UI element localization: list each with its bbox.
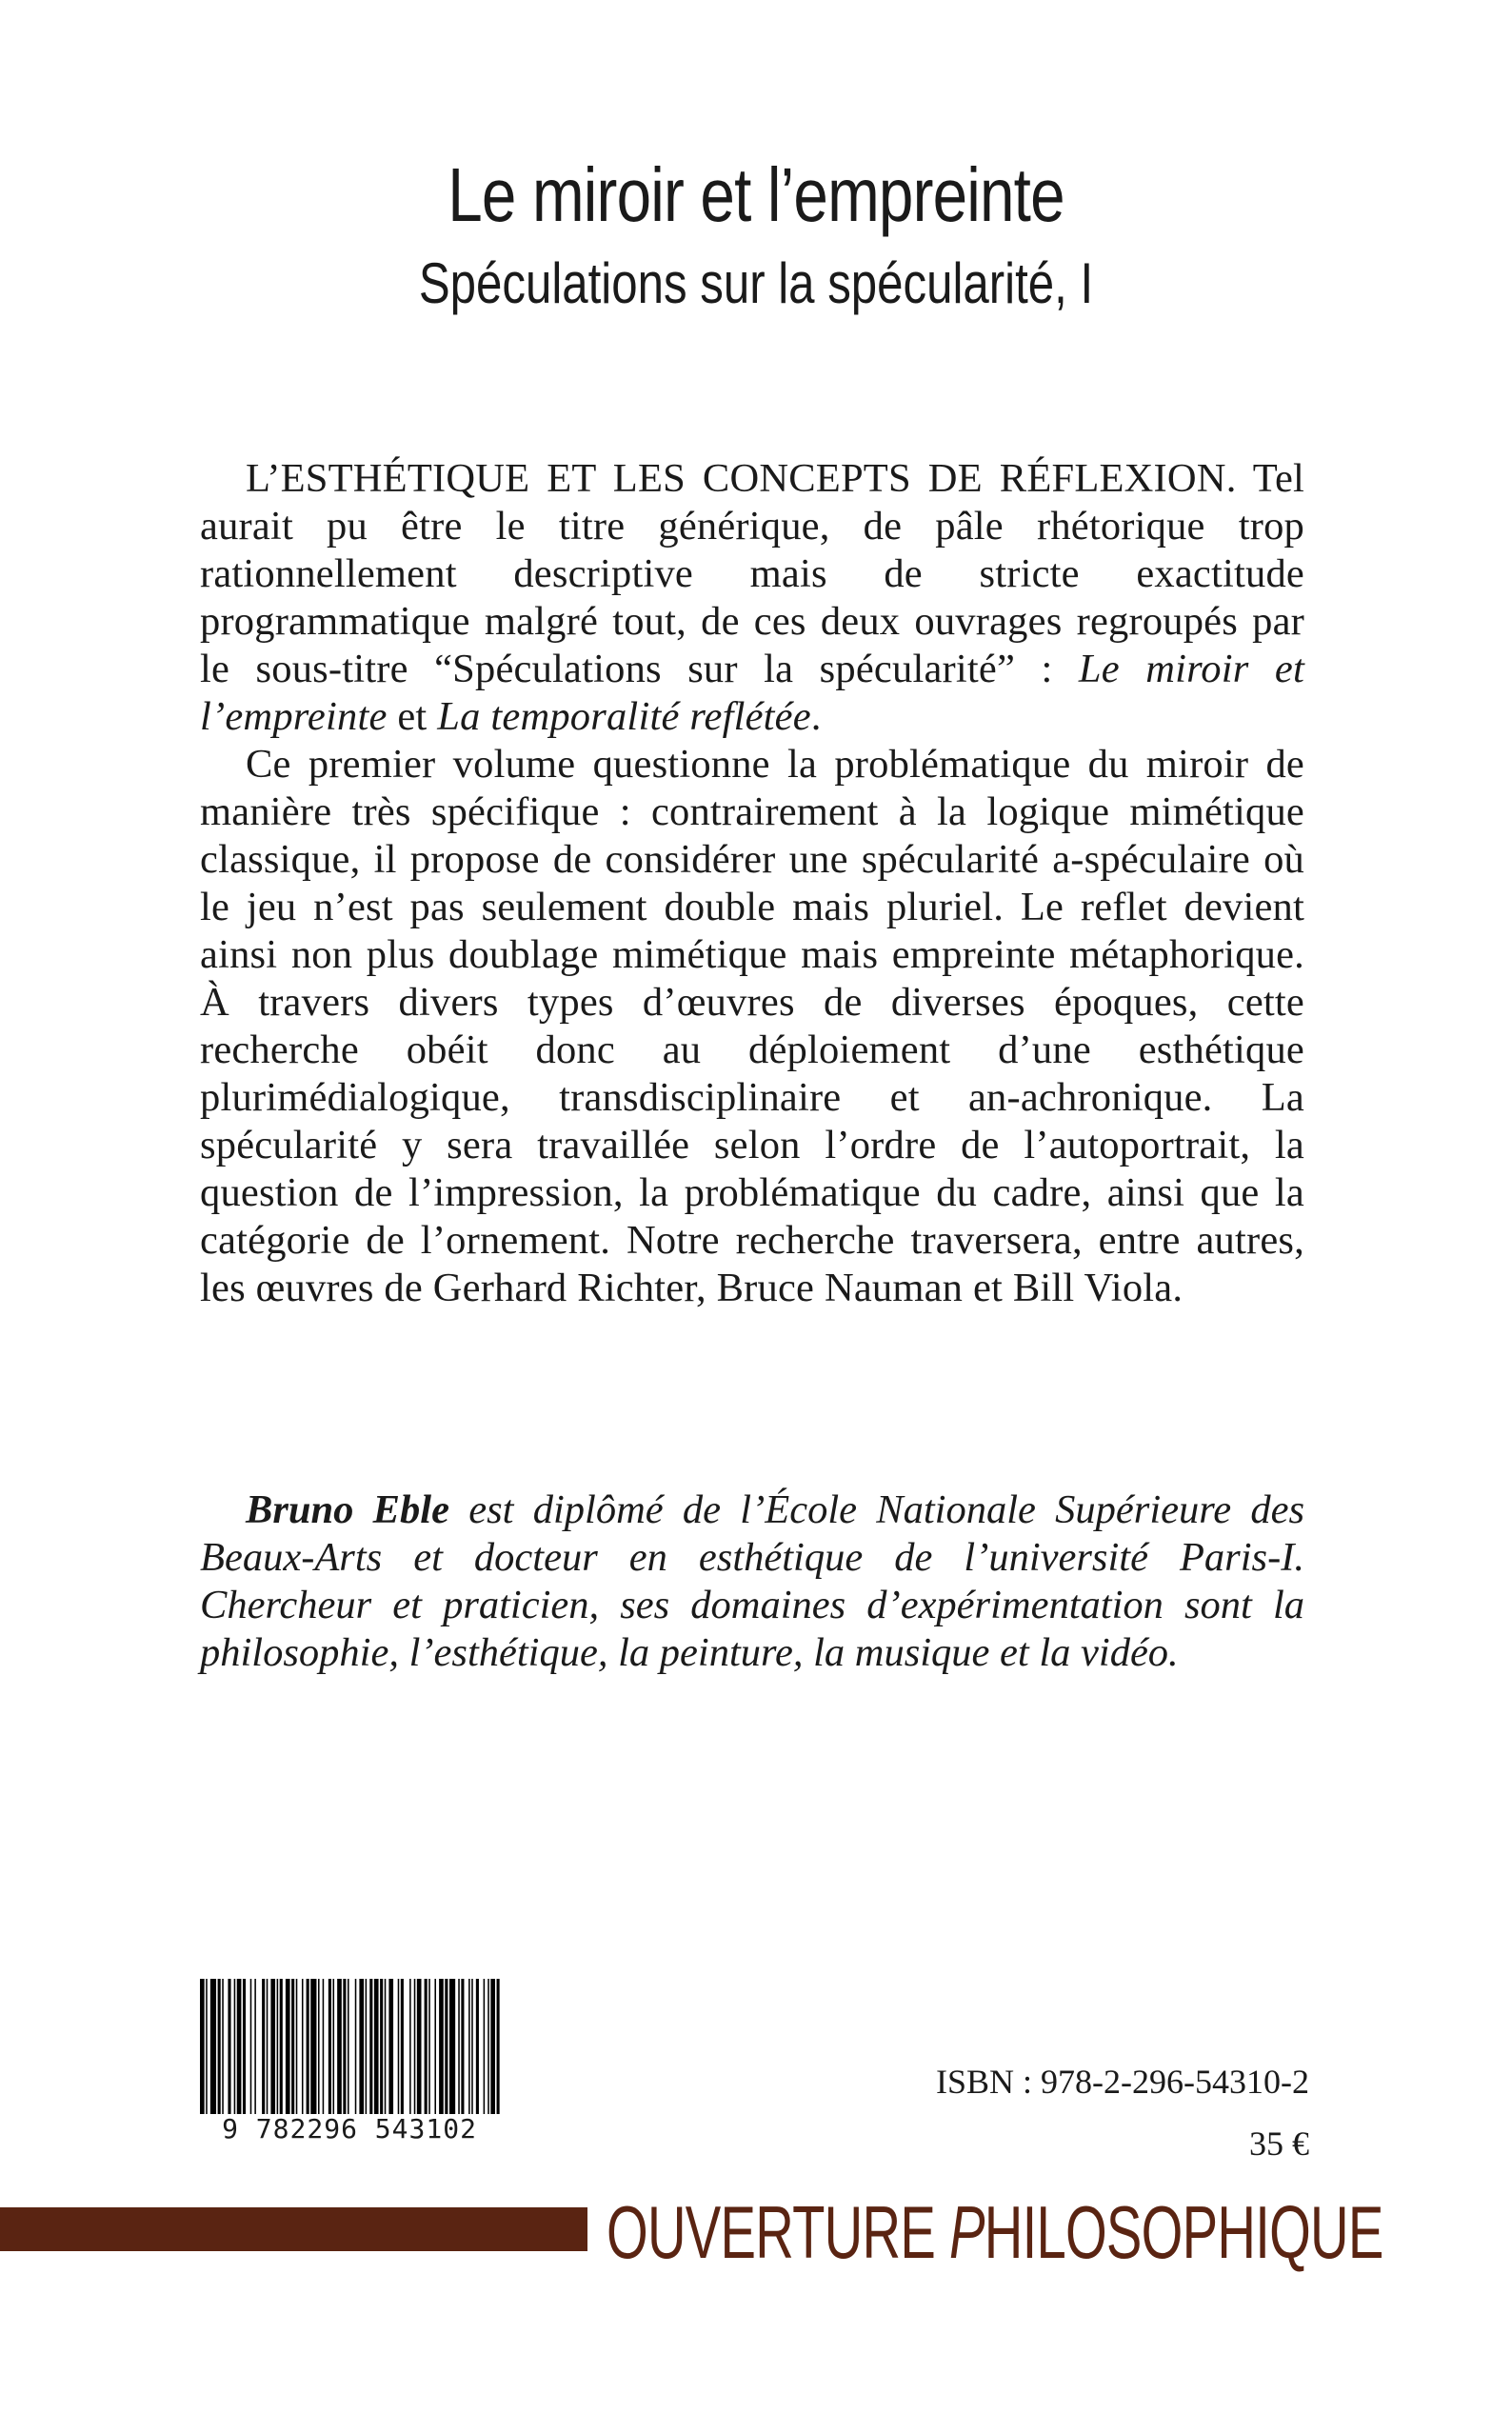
barcode-bar [234, 1979, 236, 2114]
barcode-bar [210, 1979, 216, 2114]
barcode-bar [439, 1979, 444, 2114]
barcode-bar [445, 1979, 448, 2114]
barcode-bar [243, 1979, 246, 2114]
price: 35 € [1249, 2125, 1309, 2163]
collection-part-2: P [948, 2190, 985, 2274]
author-name: Bruno Eble [246, 1487, 449, 1532]
barcode-bar [328, 1979, 331, 2114]
barcode-bar [270, 1979, 275, 2114]
barcode-bar [262, 1979, 265, 2114]
barcode-bar [369, 1979, 372, 2114]
barcode-bar [355, 1979, 357, 2114]
barcode-bar [286, 1979, 290, 2114]
barcode-bar [237, 1979, 242, 2114]
barcode-bar [337, 1979, 342, 2114]
isbn: ISBN : 978-2-296-54310-2 [936, 2063, 1309, 2101]
collection-part-3: HILOSOPHIQUE [984, 2190, 1383, 2274]
collection-color-bar [0, 2207, 587, 2251]
author-bio [200, 1486, 1304, 1677]
book-subtitle: Spéculations sur la spécularité, I [418, 251, 1094, 315]
barcode-bar [487, 1979, 489, 2114]
barcode-bar [401, 1979, 404, 2114]
summary-paragraph-1 [200, 455, 1304, 741]
summary-heading-caps: L’ESTHÉTIQUE ET LES CONCEPTS DE RÉFLEXION. [246, 456, 1237, 501]
barcode-bar [497, 1979, 500, 2114]
barcode-digits: 9 782296 543102 [222, 2113, 477, 2145]
barcode-bar [296, 1979, 298, 2114]
barcode-bar [200, 1979, 205, 2114]
barcode-bar [374, 1979, 379, 2114]
barcode-bar [267, 1979, 269, 2114]
barcode-bar [366, 1979, 368, 2114]
barcode-bar [254, 1979, 256, 2114]
book-title: Le miroir et l’empreinte [448, 152, 1064, 237]
summary-end: . [810, 694, 822, 739]
author-bio-text: est diplômé de l’École Nationale Supérieure des Beaux-Arts et docteur en esthétique de l’université Paris-I. Chercheur et praticien, ses domaines d’expérimentation sont la philosophie, l’esthétique, la peinture, la musique et la vidéo. [200, 1487, 1305, 1675]
barcode-bar [206, 1979, 208, 2114]
barcode-bar [291, 1979, 294, 2114]
barcode-bar [348, 1979, 349, 2114]
collection-part-1: OUVERTURE [607, 2190, 949, 2274]
barcode-bar [280, 1979, 283, 2114]
barcode-bar [359, 1979, 364, 2114]
summary-and: et [397, 694, 428, 739]
barcode-bar [310, 1979, 316, 2114]
barcode-bar [343, 1979, 346, 2114]
barcode-bar [484, 1979, 486, 2114]
barcode-bar [434, 1979, 436, 2114]
summary-text: Tel aurait pu être le titre générique, de pâle rhétorique trop rationnellement descriptive mais de stricte exactitude programmatique malgré tout, de ces deux ouvrages regroupés par le sous-titre “Spéculations sur la spécularité” : [200, 456, 1305, 691]
barcode-bar [449, 1979, 455, 2114]
book-title-1: Le miroir et l’empreinte [200, 647, 1304, 739]
barcode-bar [318, 1979, 320, 2114]
barcode-bar [250, 1979, 252, 2114]
barcode-bar [461, 1979, 464, 2114]
barcode-bar [417, 1979, 422, 2114]
collection-name [607, 2190, 1383, 2274]
barcode-bar [277, 1979, 279, 2114]
barcode-bar [468, 1979, 470, 2114]
barcode-bar [490, 1979, 495, 2114]
summary [200, 455, 1304, 1312]
barcode-bar [398, 1979, 400, 2114]
barcode-bar [471, 1979, 473, 2114]
barcode-bar [409, 1979, 411, 2114]
barcode-bar [323, 1979, 325, 2114]
barcode-bar [458, 1979, 460, 2114]
barcode-bars [192, 1979, 507, 2114]
barcode-bar [385, 1979, 387, 2114]
barcode-bar [414, 1979, 416, 2114]
barcode-bar [222, 1979, 224, 2114]
barcode-bar [333, 1979, 335, 2114]
book-title-2: La temporalité reflétée [437, 694, 811, 739]
barcode-bar [425, 1979, 428, 2114]
barcode-bar [476, 1979, 479, 2114]
barcode [192, 1979, 507, 2148]
barcode-bar [228, 1979, 230, 2114]
barcode-bar [380, 1979, 383, 2114]
barcode-bar [302, 1979, 304, 2114]
summary-paragraph-2: Ce premier volume questionne la problématique du miroir de manière très spécifique : contrairement à la logique mimétique classique, il propose de considérer une spécularité a-spéculaire où le jeu n’est pas seulement double mais pluriel. Le reflet devient ainsi non plus doublage mimétique mais empreinte métaphorique. À travers divers types d’œuvres de diverses époques, cette recherche obéit donc au déploiement d’une esthétique plurimédialogique, transdisciplinaire et an-achronique. La spécularité y sera travaillée selon l’ordre de l’autoportrait, la question de l’impression, la problématique du cadre, ainsi que la catégorie de l’ornement. Notre recherche traversera, entre autres, les œuvres de Gerhard Richter, Bruce Nauman et Bill Viola. [200, 742, 1304, 1310]
barcode-bar [307, 1979, 309, 2114]
barcode-bar [388, 1979, 393, 2114]
barcode-bar [428, 1979, 430, 2114]
barcode-bar [218, 1979, 221, 2114]
